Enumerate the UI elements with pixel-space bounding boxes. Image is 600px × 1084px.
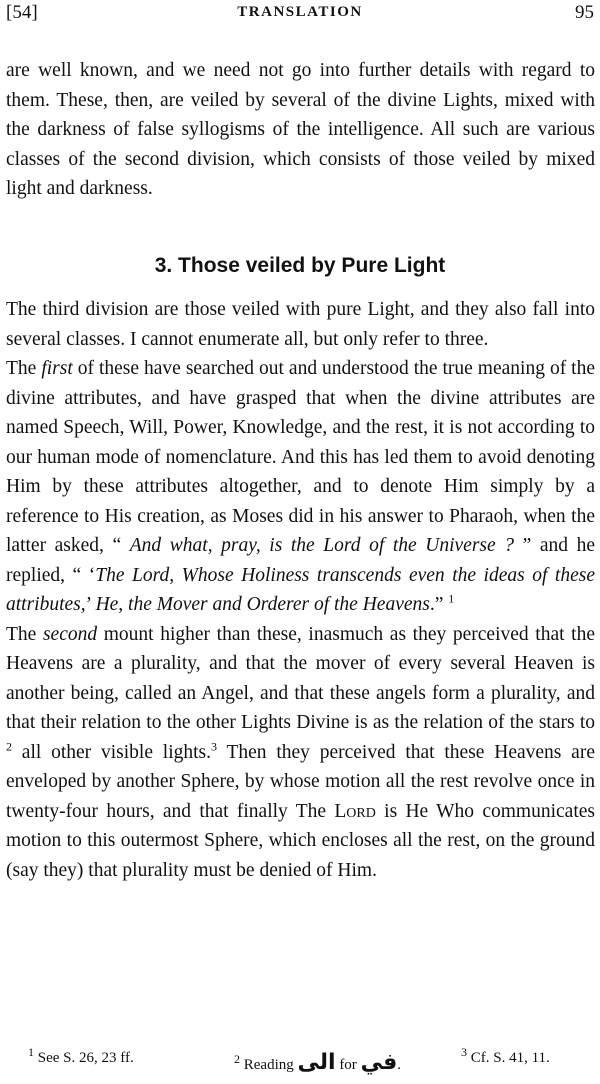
footnote-2-arabic-b: في (360, 1050, 398, 1075)
page-number: 95 (575, 2, 594, 23)
p3-quote1: And what, pray, is the Lord of the Universe ? (129, 535, 514, 556)
page-header (6, 2, 594, 28)
paragraph-3 (6, 354, 595, 620)
footnote-ref-2: 2 (6, 739, 12, 753)
paragraph-continued (6, 56, 595, 204)
footnote-2-text-a: Reading (240, 1057, 298, 1073)
footnotes (6, 1046, 595, 1076)
paragraph-4 (6, 620, 595, 886)
p4-text-a: mount higher than these, inasmuch as they perceived that the Heavens are a plurality, and that the mover of every several Heaven is another being, called an Angel, and that these angels form a plurality, and that their relation to the other Lights Divine is as the relation of the stars to (6, 623, 595, 733)
page-bracket-number: [54] (6, 2, 38, 23)
p4-text-c: Then they perceived that these Heavens are enveloped by another Sphere, by whose motion all the rest revolve once in twenty-four hours, and that finally The (6, 741, 595, 822)
footnote-ref-3: 3 (211, 739, 218, 753)
p4-lead: The (6, 623, 43, 645)
p3-quote3: He, the Mover and Orderer of the Heavens (95, 594, 430, 615)
footnote-2-arabic-a: الى (297, 1050, 336, 1075)
footnote-1-mark: 1 (28, 1045, 34, 1059)
footnote-3-mark: 3 (461, 1045, 467, 1059)
section-body (6, 295, 595, 885)
p4-text-b: all other visible lights. (12, 741, 212, 763)
p4-second-italic: second (42, 623, 98, 645)
paragraph-2-text: The third division are those veiled with pure Light, and they also fall into several classes. I cannot enumerate all, but only refer to three. (6, 299, 595, 350)
p3-first-italic: first (41, 358, 73, 379)
running-title: TRANSLATION (237, 4, 363, 20)
p3-text-c: ’ (85, 594, 96, 615)
section-heading: 3. Those veiled by Pure Light (154, 254, 446, 277)
paragraph-1-text: are well known, and we need not go into further details with regard to them. These, then, are veiled by several of the divine Lights, mixed with the darkness of false syllogisms of the intelligence. All such are various classes of the second division, which consists of those veiled by mixed light and darkness. (6, 60, 595, 199)
footnote-3-text: Cf. S. 41, 11. (467, 1050, 550, 1066)
footnote-2-text-b: for (335, 1057, 361, 1073)
p3-quote2: The Lord, Whose Holiness transcends even the ideas of these attributes, (6, 564, 596, 615)
footnote-2-text-c: . (397, 1057, 401, 1073)
p3-text-b: ” and he replied, “ ‘ (6, 535, 595, 586)
footnote-ref-1: 1 (448, 591, 455, 606)
p3-text-d: .” (429, 594, 449, 615)
footnote-3 (461, 1045, 550, 1067)
footnote-1 (28, 1045, 134, 1067)
p4-text-d: is He Who communicates motion to this outermost Sphere, which encloses all the rest, on the ground (say they) that plurality must be denied of Him. (6, 800, 595, 881)
p4-lord-smallcaps: Lord (334, 800, 376, 822)
footnote-2-mark: 2 (234, 1052, 240, 1066)
p3-lead: The (6, 358, 42, 379)
footnote-2 (234, 1050, 401, 1075)
footnote-1-text: See S. 26, 23 ff. (34, 1050, 134, 1066)
p3-text-a: of these have searched out and understood the true meaning of the divine attributes, and have grasped that when the divine attributes are named Speech, Will, Power, Knowledge, and the rest, it is not according to our human mode of nomenclature. And this has led them to avoid denoting Him by these attributes altogether, and to denote Him simply by a reference to His creation, as Moses did in his answer to Pharaoh, when the latter asked, “ (6, 358, 595, 556)
